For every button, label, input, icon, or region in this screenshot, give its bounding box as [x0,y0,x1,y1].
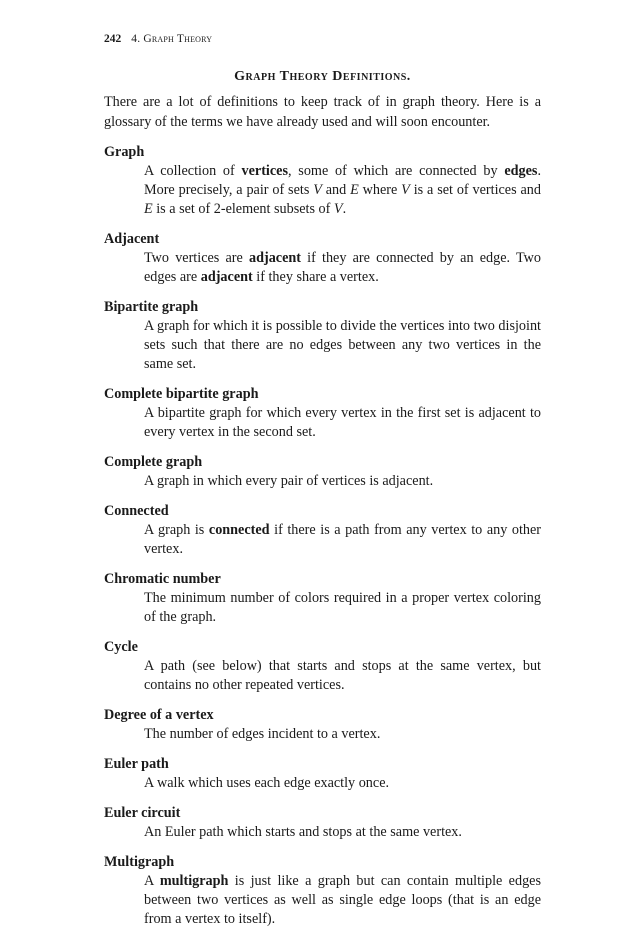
bold-term-vertices: vertices [241,163,288,179]
intro-paragraph: There are a lot of definitions to keep track of in graph theory. Here is a glossary of the terms we have already used and will soon encounter. [104,94,541,130]
term-euler-circuit: Euler circuit [104,805,181,821]
glossary [104,143,541,929]
definition-text: if there is a path from any vertex to any other vertex. [144,522,542,557]
definition-text: is a set of 2-element subsets of [152,201,334,217]
term-multigraph: Multigraph [104,854,175,870]
definition-bipartite-graph: A graph for which it is possible to divide the vertices into two disjoint sets such that there are no edges between any two vertices in the same set. [144,318,541,372]
term-bipartite-graph: Bipartite graph [104,299,199,315]
definition-text: A [144,873,160,889]
definition-text: if they share a vertex. [252,269,379,285]
math-symbol: V [313,182,322,198]
term-connected: Connected [104,503,169,519]
definition-connected [144,521,541,559]
definition-text: and [321,182,351,198]
term-cycle: Cycle [104,639,138,655]
math-symbol: V [401,182,410,198]
bold-term-edges: edges [504,163,538,179]
term-chromatic-number: Chromatic number [104,571,221,587]
definition-text: , some of which are connected by [288,163,505,179]
definition-text: is just like a graph but can contain multiple edges between two vertices as well as single edge loops (that is an edge from a vertex to itself). [144,873,541,927]
section-title: Graph Theory Definitions. [234,69,411,84]
page-number: 242 [104,33,122,45]
definition-text: A collection of [144,163,242,179]
definition-text: if they are connected by an edge. Two edges are [144,250,541,285]
definition-cycle: A path (see below) that starts and stops at the same vertex, but contains no other repeated vertices. [144,658,541,693]
chapter-title: 4. Graph Theory [131,33,213,45]
definition-graph [144,162,541,219]
definition-complete-graph: A graph in which every pair of vertices is adjacent. [144,473,434,489]
definition-euler-path: A walk which uses each edge exactly once. [144,775,390,791]
definition-text: is a set of vertices and [409,182,541,198]
math-symbol: E [350,182,359,198]
definition-text: Two vertices are [144,250,249,266]
bold-term-connected: connected [208,522,270,538]
term-graph: Graph [104,144,145,160]
bold-term-adjacent: adjacent [200,269,253,285]
term-degree-of-a-vertex: Degree of a vertex [104,707,214,723]
definition-text: A graph is [144,522,209,538]
running-head [104,32,541,46]
definition-adjacent [144,249,541,287]
definition-complete-bipartite-graph: A bipartite graph for which every vertex in the first set is adjacent to every vertex in the second set. [144,405,541,440]
term-euler-path: Euler path [104,756,169,772]
math-symbol: V [333,201,343,217]
bold-term-multigraph: multigraph [159,873,229,889]
definition-chromatic-number: The minimum number of colors required in a proper vertex coloring of the graph. [144,590,541,625]
definition-text: . [342,201,347,217]
term-complete-bipartite-graph: Complete bipartite graph [104,386,259,402]
term-complete-graph: Complete graph [104,454,203,470]
definition-text: . More precisely, a pair of sets [144,163,541,198]
term-adjacent: Adjacent [104,231,160,247]
definition-multigraph [144,872,541,929]
bold-term-adjacent: adjacent [248,250,301,266]
math-symbol: E [144,201,153,217]
definition-euler-circuit: An Euler path which starts and stops at the same vertex. [144,824,462,840]
definition-text: where [358,182,402,198]
document-page [104,32,541,929]
definition-degree-of-a-vertex: The number of edges incident to a vertex. [144,726,381,742]
